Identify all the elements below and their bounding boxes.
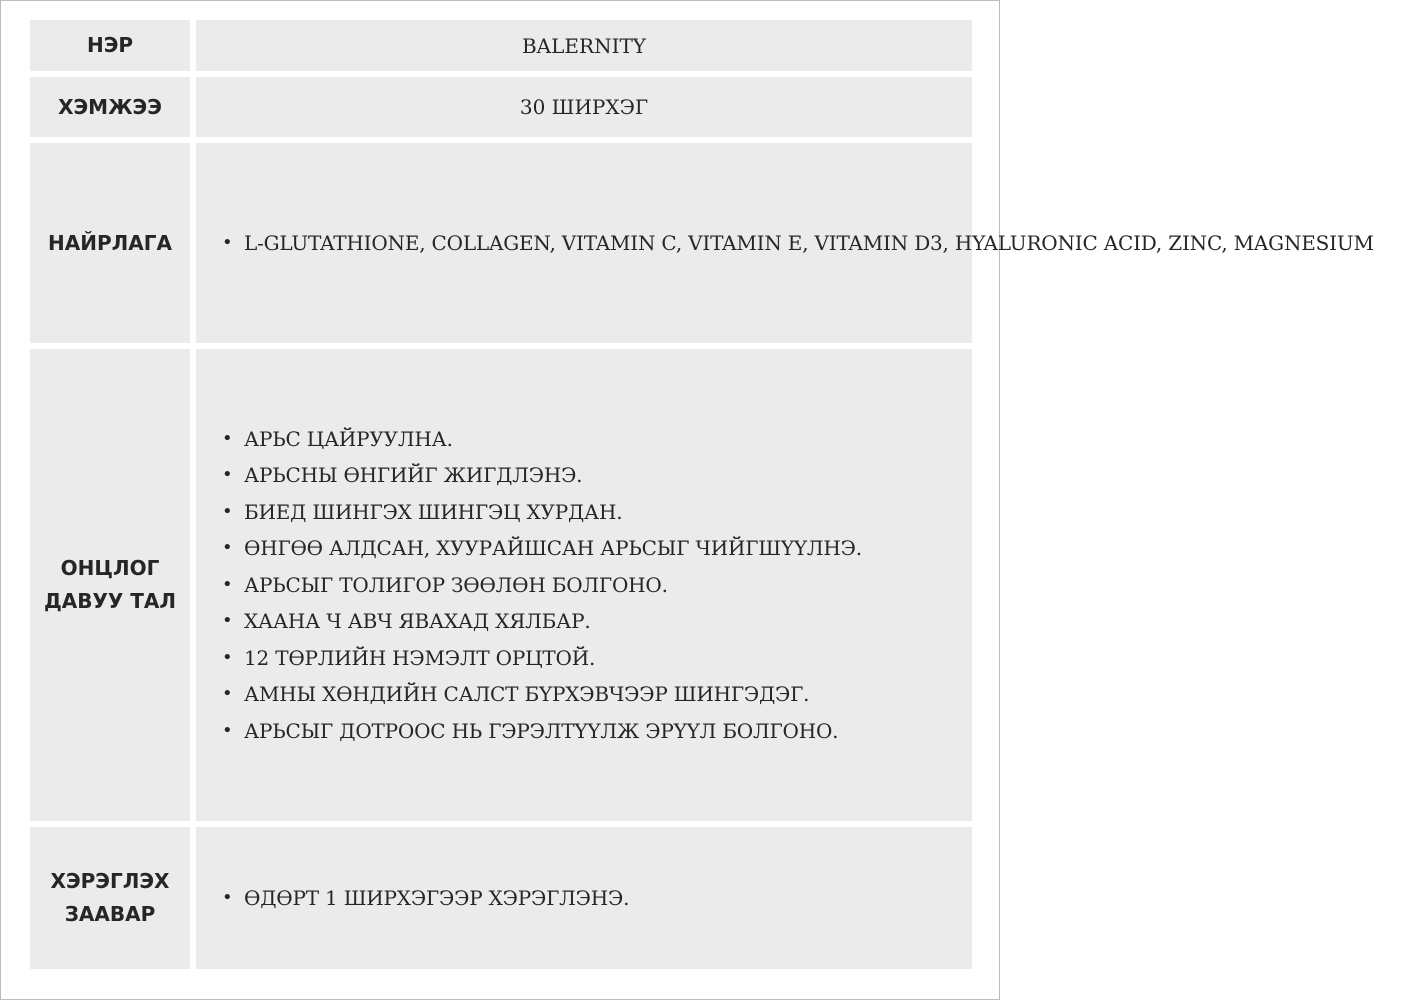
usage-label-cell bbox=[30, 827, 190, 969]
list-item: • АРЬСЫГ ТОЛИГОР ЗӨӨЛӨН БОЛГОНО. bbox=[244, 567, 862, 604]
list-item: • ХААНА Ч АВЧ ЯВАХАД ХЯЛБАР. bbox=[244, 603, 862, 640]
usage-value-cell bbox=[196, 827, 972, 969]
size-label-cell bbox=[30, 77, 190, 137]
list-item: • АРЬСНЫ ӨНГИЙГ ЖИГДЛЭНЭ. bbox=[244, 457, 862, 494]
features-list bbox=[196, 421, 862, 750]
usage-list bbox=[196, 880, 629, 917]
list-item: • БИЕД ШИНГЭХ ШИНГЭЦ ХУРДАН. bbox=[244, 494, 862, 531]
name-label: НЭР bbox=[86, 33, 134, 57]
list-item: • L-GLUTATHIONE, COLLAGEN, VITAMIN C, VITAMIN E, VITAMIN D3, HYALURONIC ACID, ZINC, MAGNESIUM bbox=[244, 225, 1414, 262]
usage-label-line2: ЗААВАР bbox=[64, 902, 156, 926]
ingredients-label-cell bbox=[30, 143, 190, 343]
features-label-line1: ОНЦЛОГ bbox=[60, 556, 160, 580]
list-item: • АМНЫ ХӨНДИЙН САЛСТ БҮРХЭВЧЭЭР ШИНГЭДЭГ. bbox=[244, 676, 862, 713]
features-value-cell bbox=[196, 349, 972, 821]
name-value-cell bbox=[196, 20, 972, 71]
usage-label-line1: ХЭРЭГЛЭХ bbox=[50, 869, 170, 893]
ingredients-value-cell bbox=[196, 143, 1374, 343]
features-label-line2: ДАВУУ ТАЛ bbox=[43, 589, 177, 613]
list-item: • АРЬС ЦАЙРУУЛНА. bbox=[244, 421, 862, 458]
features-label-cell bbox=[30, 349, 190, 821]
list-item: • 12 ТӨРЛИЙН НЭМЭЛТ ОРЦТОЙ. bbox=[244, 640, 862, 677]
size-value: 30 ШИРХЭГ bbox=[519, 95, 649, 119]
list-item: • ӨДӨРТ 1 ШИРХЭГЭЭР ХЭРЭГЛЭНЭ. bbox=[244, 880, 629, 917]
name-label-cell bbox=[30, 20, 190, 71]
name-value: BALERNITY bbox=[521, 33, 647, 58]
list-item: • ӨНГӨӨ АЛДСАН, ХУУРАЙШСАН АРЬСЫГ ЧИЙГШҮҮЛНЭ. bbox=[244, 530, 862, 567]
ingredients-label: НАЙРЛАГА bbox=[48, 230, 172, 255]
ingredients-list bbox=[196, 225, 1414, 262]
size-label: ХЭМЖЭЭ bbox=[58, 94, 162, 119]
size-value-cell bbox=[196, 77, 972, 137]
list-item: • АРЬСЫГ ДОТРООС НЬ ГЭРЭЛТҮҮЛЖ ЭРҮҮЛ БОЛГОНО. bbox=[244, 713, 862, 750]
